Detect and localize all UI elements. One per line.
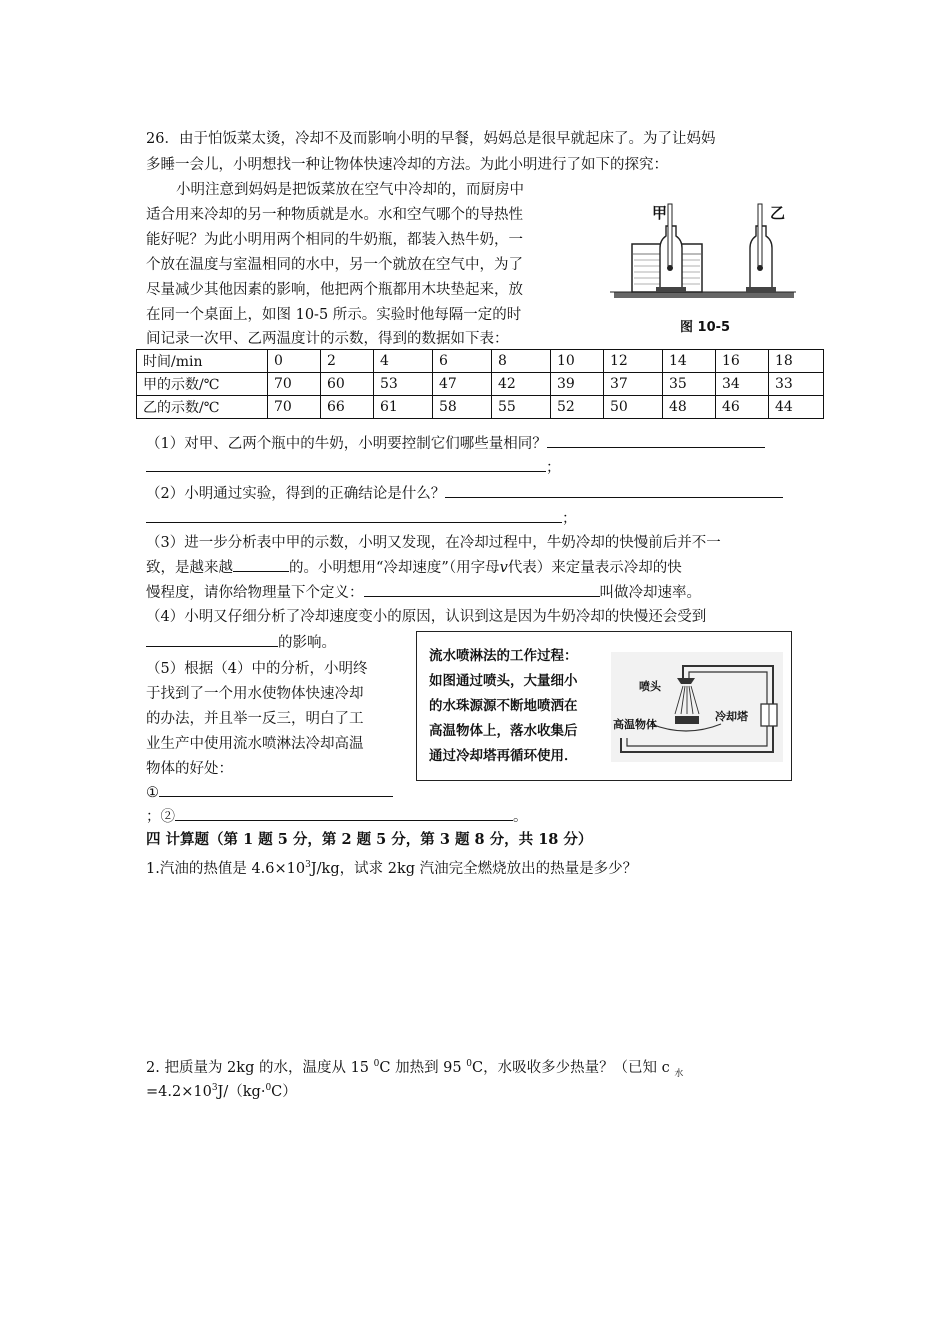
table-cell: 42 (492, 373, 551, 396)
q26-para-line1: 小明注意到妈妈是把饭菜放在空气中冷却的，而厨房中 (176, 182, 524, 198)
subq3-answer-blank-a[interactable] (233, 557, 289, 572)
problem2-text-e: J/（kg· (217, 1084, 266, 1100)
subq3-text-d: 慢程度，请你给物理量下个定义： (146, 585, 364, 601)
box-line1: 如图通过喷头，大量细小 (429, 673, 578, 689)
table-row (137, 350, 824, 373)
subq4-line2 (146, 632, 336, 653)
thermometer-jia (668, 204, 672, 268)
water-subscript: 水 (674, 1068, 684, 1079)
problem2-exponent: 3 (211, 1083, 218, 1093)
hot-object-block (675, 716, 699, 724)
table-cell: 55 (492, 396, 551, 419)
table-cell: 10 (551, 350, 604, 373)
degree-sup: 0 (373, 1059, 380, 1069)
subq2-continuation (146, 508, 577, 529)
table-cell: 60 (321, 373, 374, 396)
subq5-end: 。 (513, 809, 528, 825)
q26-intro-line2: 多睡一会儿，小明想找一种让物体快速冷却的方法。为此小明进行了如下的探究： (146, 157, 668, 173)
table-cell: 37 (604, 373, 663, 396)
label-hot-object: 高温物体 (613, 718, 657, 731)
spray-diagram (611, 652, 783, 762)
subq1-answer-blank-a[interactable] (547, 433, 765, 448)
problem2-text-a: 2. 把质量为 2kg 的水，温度从 15 (146, 1060, 374, 1076)
table-cell: 34 (716, 373, 769, 396)
subq2-end: ； (562, 511, 577, 527)
subq2-text: （2）小明通过实验，得到的正确结论是什么？ (146, 486, 446, 502)
subq2-answer-blank-a[interactable] (445, 483, 783, 498)
box-title: 流水喷淋法的工作过程： (429, 648, 578, 664)
box-line2: 的水珠源源不断地喷洒在 (429, 698, 578, 714)
table-row (137, 396, 824, 419)
problem1 (146, 855, 637, 879)
degree-sup: 0 (265, 1083, 272, 1093)
table-cell: 14 (663, 350, 716, 373)
q26-para-line5: 尽量减少其他因素的影响，他把两个瓶都用木块垫起来，放 (146, 282, 523, 298)
subq5-line1: （5）根据（4）中的分析，小明终 (146, 661, 368, 677)
table-row (137, 373, 824, 396)
table-cell: 47 (433, 373, 492, 396)
table-cell: 52 (551, 396, 604, 419)
subq5-line3: 的办法，并且举一反三，明白了工 (146, 711, 364, 727)
table-cell: 46 (716, 396, 769, 419)
problem1-exponent: 3 (305, 860, 311, 870)
velocity-symbol: v (499, 560, 508, 576)
table-cell: 16 (716, 350, 769, 373)
table-cell: 61 (374, 396, 433, 419)
circle-two: ；② (146, 809, 175, 825)
subq5-answer-blank-a[interactable] (159, 782, 393, 797)
q26-para-line4: 个放在温度与室温相同的水中，另一个就放在空气中，为了 (146, 257, 523, 273)
subq5-answer-blank-b[interactable] (175, 806, 513, 821)
problem2-text-c: C，水吸收多少热量？（已知 c (471, 1060, 675, 1076)
subq5-line5: 物体的好处： (146, 761, 233, 777)
subq5-answer-line2 (146, 806, 528, 827)
q26-para-line6: 在同一个桌面上，如图 10-5 所示。实验时他每隔一定的时 (146, 307, 522, 323)
subq1-continuation (146, 457, 561, 478)
table-cell: 8 (492, 350, 551, 373)
table-surface (614, 292, 794, 298)
table-cell: 12 (604, 350, 663, 373)
subq4-answer-blank[interactable] (146, 632, 278, 647)
degree-sup: 0 (466, 1059, 472, 1069)
q26-para-line7: 间记录一次甲、乙两温度计的示数，得到的数据如下表： (146, 331, 509, 347)
q26-intro-line1: 26．由于怕饭菜太烫，冷却不及而影响小明的早餐，妈妈总是很早就起床了。为了让妈妈 (146, 131, 716, 147)
box-line4: 通过冷却塔再循环使用． (429, 748, 578, 764)
subq3-line2 (146, 557, 682, 578)
subq5-answer-line1 (146, 782, 393, 803)
subq1-end: ； (546, 460, 561, 476)
table-cell: 0 (268, 350, 321, 373)
subq5-line2: 于找到了一个用水使物体快速冷却 (146, 686, 364, 702)
label-nozzle: 喷头 (639, 680, 661, 693)
figure-10-5 (606, 196, 798, 338)
table-cell: 35 (663, 373, 716, 396)
problem1-text-b: J/kg，试求 2kg 汽油完全燃烧放出的热量是多少？ (310, 861, 638, 877)
thermometer-yi (758, 204, 762, 268)
table-cell: 50 (604, 396, 663, 419)
subq1-text: （1）对甲、乙两个瓶中的牛奶，小明要控制它们哪些量相同？ (146, 436, 547, 452)
table-cell: 44 (769, 396, 824, 419)
problem2-text-b: C 加热到 95 (379, 1060, 467, 1076)
subq1-prompt (146, 433, 765, 454)
q26-para-line2: 适合用来冷却的另一种物质就是水。水和空气哪个的导热性 (146, 207, 523, 223)
table-cell: 4 (374, 350, 433, 373)
row-label: 甲的示数/℃ (137, 373, 268, 396)
subq3-text-e: 叫做冷却速率。 (599, 585, 701, 601)
subq3-answer-blank-b[interactable] (364, 582, 600, 597)
problem2-text-d: =4.2×10 (146, 1084, 212, 1100)
row-label: 乙的示数/℃ (137, 396, 268, 419)
subq3-text-b: 的。小明想用“冷却速度”（用字母 (289, 560, 500, 576)
table-cell: 53 (374, 373, 433, 396)
subq1-answer-blank-b[interactable] (146, 457, 546, 472)
subq3-line1: （3）进一步分析表中甲的示数，小明又发现，在冷却过程中，牛奶冷却的快慢前后并不一 (146, 535, 721, 551)
table-cell: 6 (433, 350, 492, 373)
table-cell: 58 (433, 396, 492, 419)
table-cell: 2 (321, 350, 374, 373)
problem1-text-a: 1.汽油的热值是 4.6×10 (146, 861, 306, 877)
row-label: 时间/min (137, 350, 268, 373)
subq2-answer-blank-b[interactable] (146, 508, 562, 523)
subq3-text-a: 致，是越来越 (146, 560, 233, 576)
problem2-line2 (146, 1078, 297, 1102)
subq5-line4: 业生产中使用流水喷淋法冷却高温 (146, 736, 364, 752)
label-jia: 甲 (652, 204, 668, 222)
subq4-text: 的影响。 (278, 635, 336, 651)
spray-cooling-box (416, 631, 792, 781)
subq4-line1: （4）小明又仔细分析了冷却速度变小的原因，认识到这是因为牛奶冷却的快慢还会受到 (146, 609, 707, 625)
subq3-line3 (146, 582, 701, 603)
label-cooling-tower: 冷却塔 (715, 710, 748, 723)
subq3-text-c: 代表）来定量表示冷却的快 (507, 560, 682, 576)
subq2-prompt (146, 483, 783, 504)
label-yi: 乙 (770, 204, 786, 222)
figure-caption: 图 10-5 (680, 320, 731, 335)
problem2-text-f: C） (271, 1084, 297, 1100)
table-cell: 66 (321, 396, 374, 419)
circle-one: ① (146, 785, 159, 801)
table-cell: 33 (769, 373, 824, 396)
table-cell: 39 (551, 373, 604, 396)
table-cell: 70 (268, 396, 321, 419)
box-line3: 高温物体上，落水收集后 (429, 723, 578, 739)
spray-loop-svg (611, 652, 783, 762)
table-cell: 48 (663, 396, 716, 419)
section4-heading: 四 计算题（第 1 题 5 分，第 2 题 5 分，第 3 题 8 分，共 18 分） (146, 831, 593, 848)
q26-para-line3: 能好呢？为此小明用两个相同的牛奶瓶，都装入热牛奶，一 (146, 232, 523, 248)
table-cell: 18 (769, 350, 824, 373)
data-table (136, 349, 824, 419)
table-cell: 70 (268, 373, 321, 396)
